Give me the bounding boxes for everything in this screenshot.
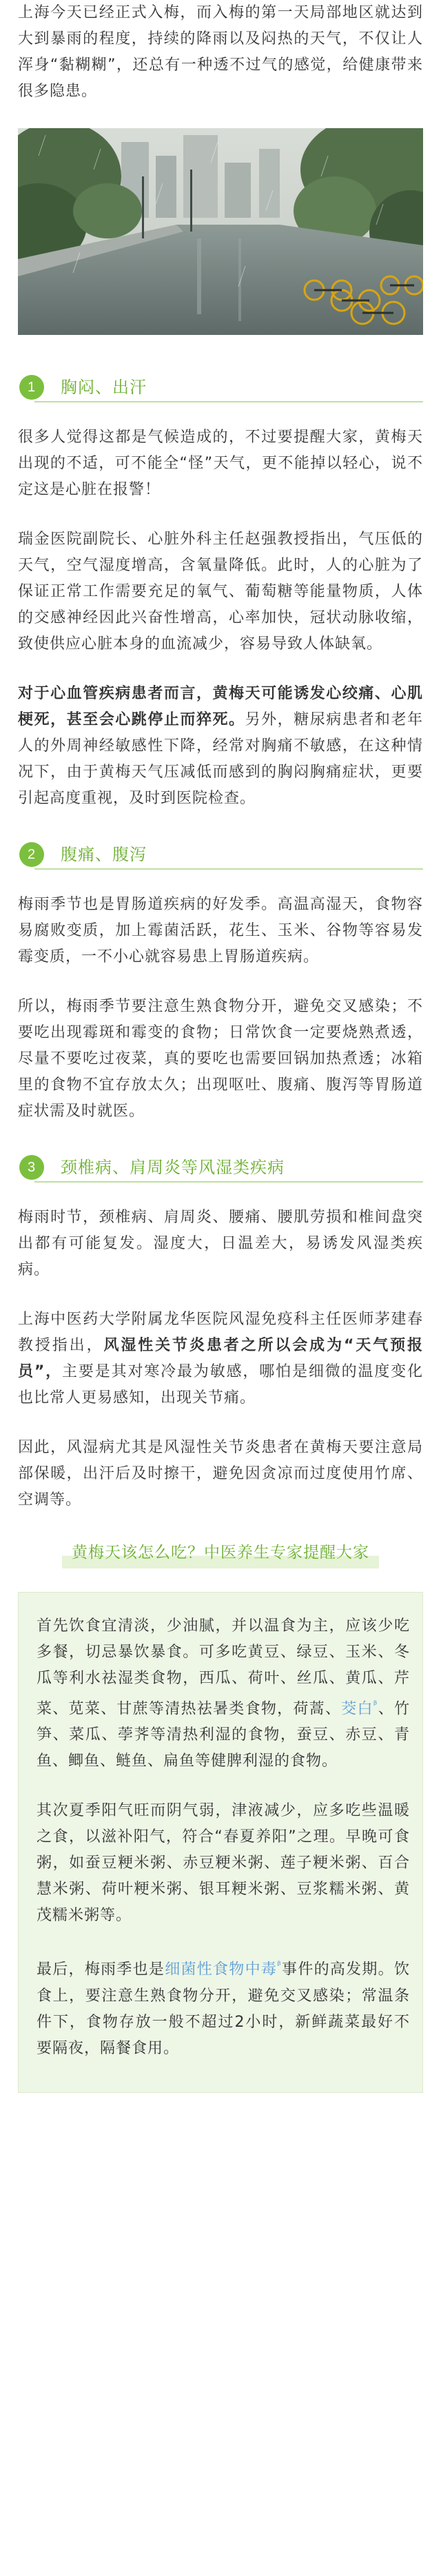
section-header-2 [0,835,441,874]
tips-box [18,1592,423,2093]
magnifier-icon[interactable]: ᵝ [373,1699,378,1710]
section-1-paragraph-3 [0,681,441,812]
section-3-paragraph-3: 因此，风湿病尤其是风湿性关节炎患者在黄梅天要注意局部保暖，出汗后及时擦干，避免因贪凉而过度使用竹席、空调等。 [18,1439,423,1509]
section-number-badge: 1 [19,375,44,400]
bold-warning-text: 对于心血管疾病患者而言，黄梅天可能诱发心绞痛、心肌梗死，甚至会心跳停止而猝死。 [18,685,423,728]
section-1-paragraph-1: 很多人觉得这都是气候造成的，不过要提醒大家，黄梅天出现的不适，可不能全“怪”天气，更不能掉以轻心，说不定这是心脏在报警！ [18,429,423,498]
section-2-paragraph-1: 梅雨季节也是胃肠道疾病的好发季。高温高湿天，食物容易腐败变质，加上霉菌活跃，花生、玉米、谷物等容易发霉变质，一不小心就容易患上胃肠道疾病。 [18,896,423,965]
rainy-street-photo [18,128,423,335]
section-1-paragraph-2: 瑞金医院副院长、心脏外科主任赵强教授指出，气压低的天气，空气湿度增高，含氧量降低。此时，人的心脏为了保证正常工作需要充足的氧气、葡萄糖等能量物质，人体的交感神经因此兴奋性增高，心率加快，冠状动脉收缩，致使供应心脏本身的血流减少，容易导致人体缺氧。 [18,531,423,653]
section-3-paragraph-2 [0,1307,441,1411]
section-number-badge: 3 [19,1155,44,1180]
intro-paragraph: 上海今天已经正式入梅，而入梅的第一天局部地区就达到大到暴雨的程度，持续的降雨以及闷热的天气，不仅让人浑身“黏糊糊”，还总有一种透不过气的感觉，给健康带来很多隐患。 [18,4,423,100]
keyword-link-food-poisoning[interactable]: 细菌性食物中毒 [165,1961,278,1979]
magnifier-icon[interactable]: ᵝ [277,1960,282,1972]
bold-highlight-text: 风湿性关节炎患者之所以会成为“天气预报员”， [18,1337,423,1380]
warning-tail-text: 另外，糖尿病患者和老年人的外周神经敏感性下降，经常对胸痛不敏感，在这种情况下，由于黄梅天气压减低而感到的胸闷胸痛症状，更要引起高度重视，及时到医院检查。 [18,711,423,807]
section-number-badge: 2 [19,842,44,867]
tips-text: 、竹笋、菜瓜、荸荠等清热利湿的食物，蚕豆、赤豆、青鱼、鲫鱼、鲢鱼、扁鱼等健脾利湿的食物。 [37,1700,410,1770]
keyword-link-jiaobai[interactable]: 茭白 [341,1700,373,1718]
section-divider [34,401,423,402]
section-title: 腹痛、腹泻 [61,845,147,864]
tips-heading [0,1537,441,1568]
section-divider [34,1181,423,1183]
section-title: 胸闷、出汗 [61,378,147,397]
tips-text: 事件的高发期。饮食上，要注意生熟食物分开，避免交叉感染；常温条件下，食物存放一般不超过2小时，新鲜蔬菜最好不要隔夜，隔餐食用。 [37,1961,410,2057]
section-header-3 [0,1148,441,1187]
tips-title: 黄梅天该怎么吃？中医养生专家提醒大家 [62,1537,379,1568]
section-header-1 [0,368,441,407]
section-title: 颈椎病、肩周炎等风湿类疾病 [61,1158,285,1177]
tips-text: 首先饮食宜清淡，少油腻，并以温食为主，应该少吃多餐，切忌暴饮暴食。可多吃黄豆、绿豆、玉米、冬瓜等利水祛湿类食物，西瓜、荷叶、丝瓜、黄瓜、芹菜、苋菜、甘蔗等清热祛暑类食物，荷蒿、 [37,1617,410,1718]
section-3-paragraph-1: 梅雨时节，颈椎病、肩周炎、腰痛、腰肌劳损和椎间盘突出都有可能复发。湿度大，日温差大，易诱发风湿类疾病。 [18,1209,423,1278]
section-divider [34,868,423,870]
expert-intro-text: 上海中医药大学附属龙华医院风湿免疫科主任医师茅建春教授指出， [18,1311,423,1354]
tips-paragraph-3 [37,1952,410,2061]
section-2-paragraph-2: 所以，梅雨季节要注意生熟食物分开，避免交叉感染；不要吃出现霉斑和霉变的食物；日常饮食一定要烧熟煮透，尽量不要吃过夜菜，真的要吃也需要回锅加热煮透；冰箱里的食物不宜存放太久；出现呕吐、腹痛、腹泻等胃肠道症状需及时就医。 [18,998,423,1120]
tips-text: 最后，梅雨季也是 [37,1961,165,1979]
tips-paragraph-1 [37,1613,410,1775]
expert-tail-text: 主要是其对寒冷最为敏感，哪怕是细微的温度变化也比常人更易感知，出现关节痛。 [18,1363,423,1407]
tips-paragraph-2: 其次夏季阳气旺而阴气弱，津液减少，应多吃些温暖之食，以滋补阳气，符合“春夏养阳”之理。早晚可食粥，如蚕豆粳米粥、赤豆粳米粥、莲子粳米粥、百合慧米粥、荷叶粳米粥、银耳粳米粥、豆浆糯米粥、黄茂糯米粥等。 [37,1802,410,1925]
